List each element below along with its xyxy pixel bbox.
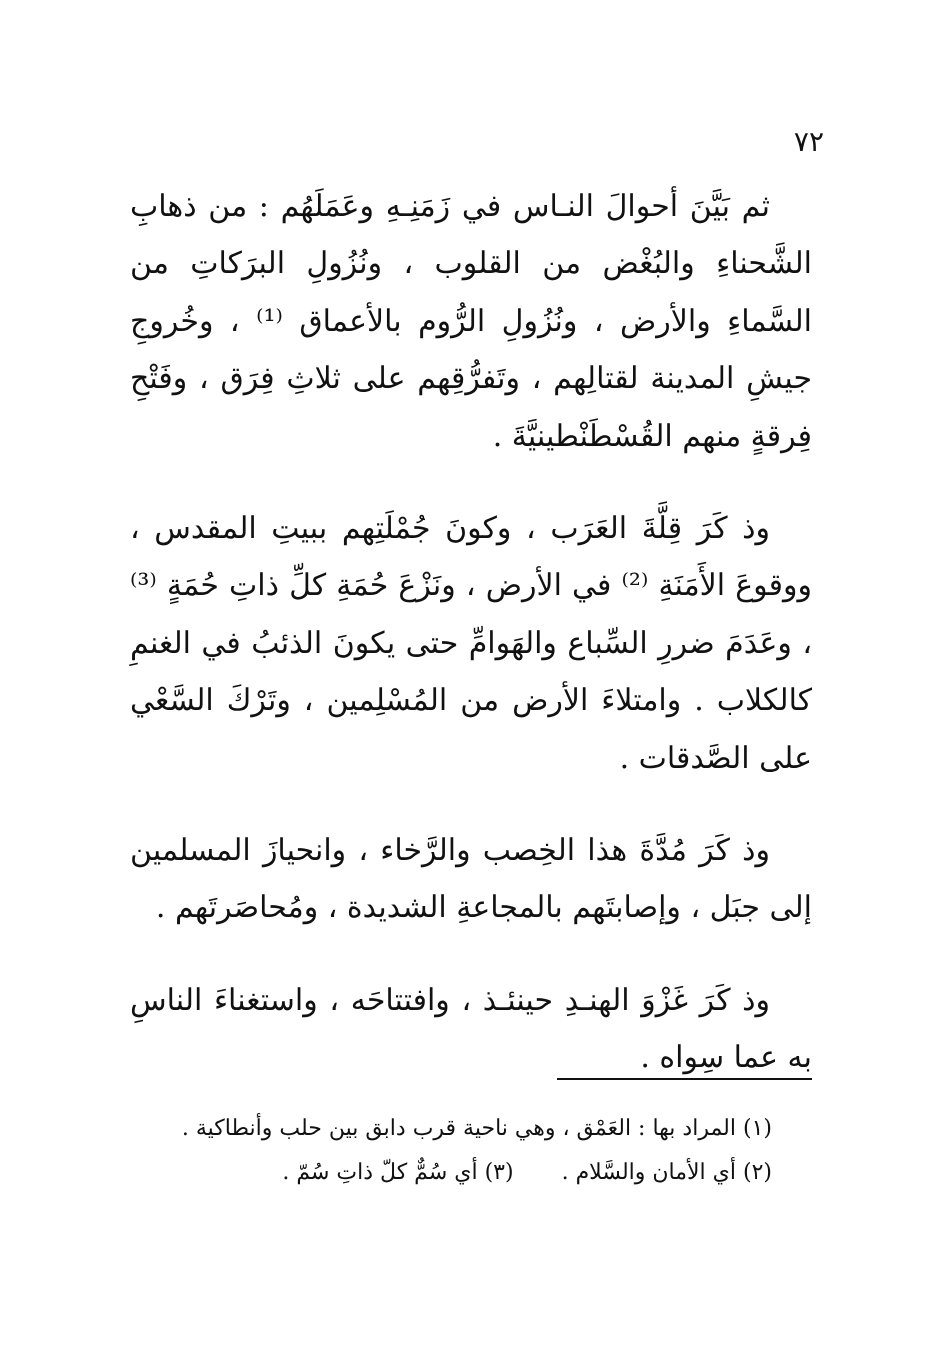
footnote-2: (٢) أي الأمان والسَّلام . — [561, 1160, 772, 1185]
footnote-1: (١) المراد بها : العَمْق ، وهي ناحية قرب دابق بين حلب وأنطاكية . — [181, 1116, 772, 1141]
paragraph-4: وذ كَرَ غَزْوَ الهنـدِ حينئـذ ، وافتتاحَه ، واستغناءَ الناسِ به عما سِواه . — [130, 982, 812, 1076]
footnote-3: (٣) أي سُمٌّ كلّ ذاتِ سُمّ . — [282, 1160, 514, 1185]
main-text — [130, 178, 812, 1087]
page-number: ٧٢ — [793, 125, 824, 158]
paragraph-3: وذ كَرَ مُدَّةَ هذا الخِصب والرَّخاء ، وانحيازَ المسلمين إلى جبَل ، وإصابتَهم بالمجاعةِ الشديدة ، ومُحاصَرتَهم . — [130, 833, 812, 926]
paragraph-2: وذ كَرَ قِلَّةَ العَرَب ، وكونَ جُمْلَتِهم ببيتِ المقدس ، ووقوعَ الأَمَنَةِ ⁽²⁾ في الأرض ، ونَزْعَ حُمَةِ كلِّ ذاتِ حُمَةٍ ⁽³⁾ ، وعَدَمَ ضررِ السِّباع والهَوامِّ حتى يكونَ الذئبُ في الغنمِ كالكلاب . وامتلاءَ الأرض من المُسْلِمين ، وتَرْكَ السَّعْي على الصَّدقات . — [130, 511, 812, 776]
footnotes — [130, 1107, 812, 1195]
footnote-separator — [557, 1078, 812, 1080]
paragraph-1: ثم بَيَّنَ أحوالَ النـاس في زَمَنِـهِ وعَمَلَهُم : من ذهابِ الشَّحناءِ والبُغْض من القلوب ، ونُزُولِ البرَكاتِ من السَّماءِ والأرض ، ونُزُولِ الرُّوم بالأعماق ⁽¹⁾ ، وخُروجِ جيشِ المدينة لقتالِهم ، وتَفرُّقِهم على ثلاثِ فِرَق ، وفَتْحِ فِرقةٍ منهم القُسْطَنْطينيَّةَ . — [130, 189, 813, 454]
footnote-line-2 — [130, 1151, 812, 1195]
